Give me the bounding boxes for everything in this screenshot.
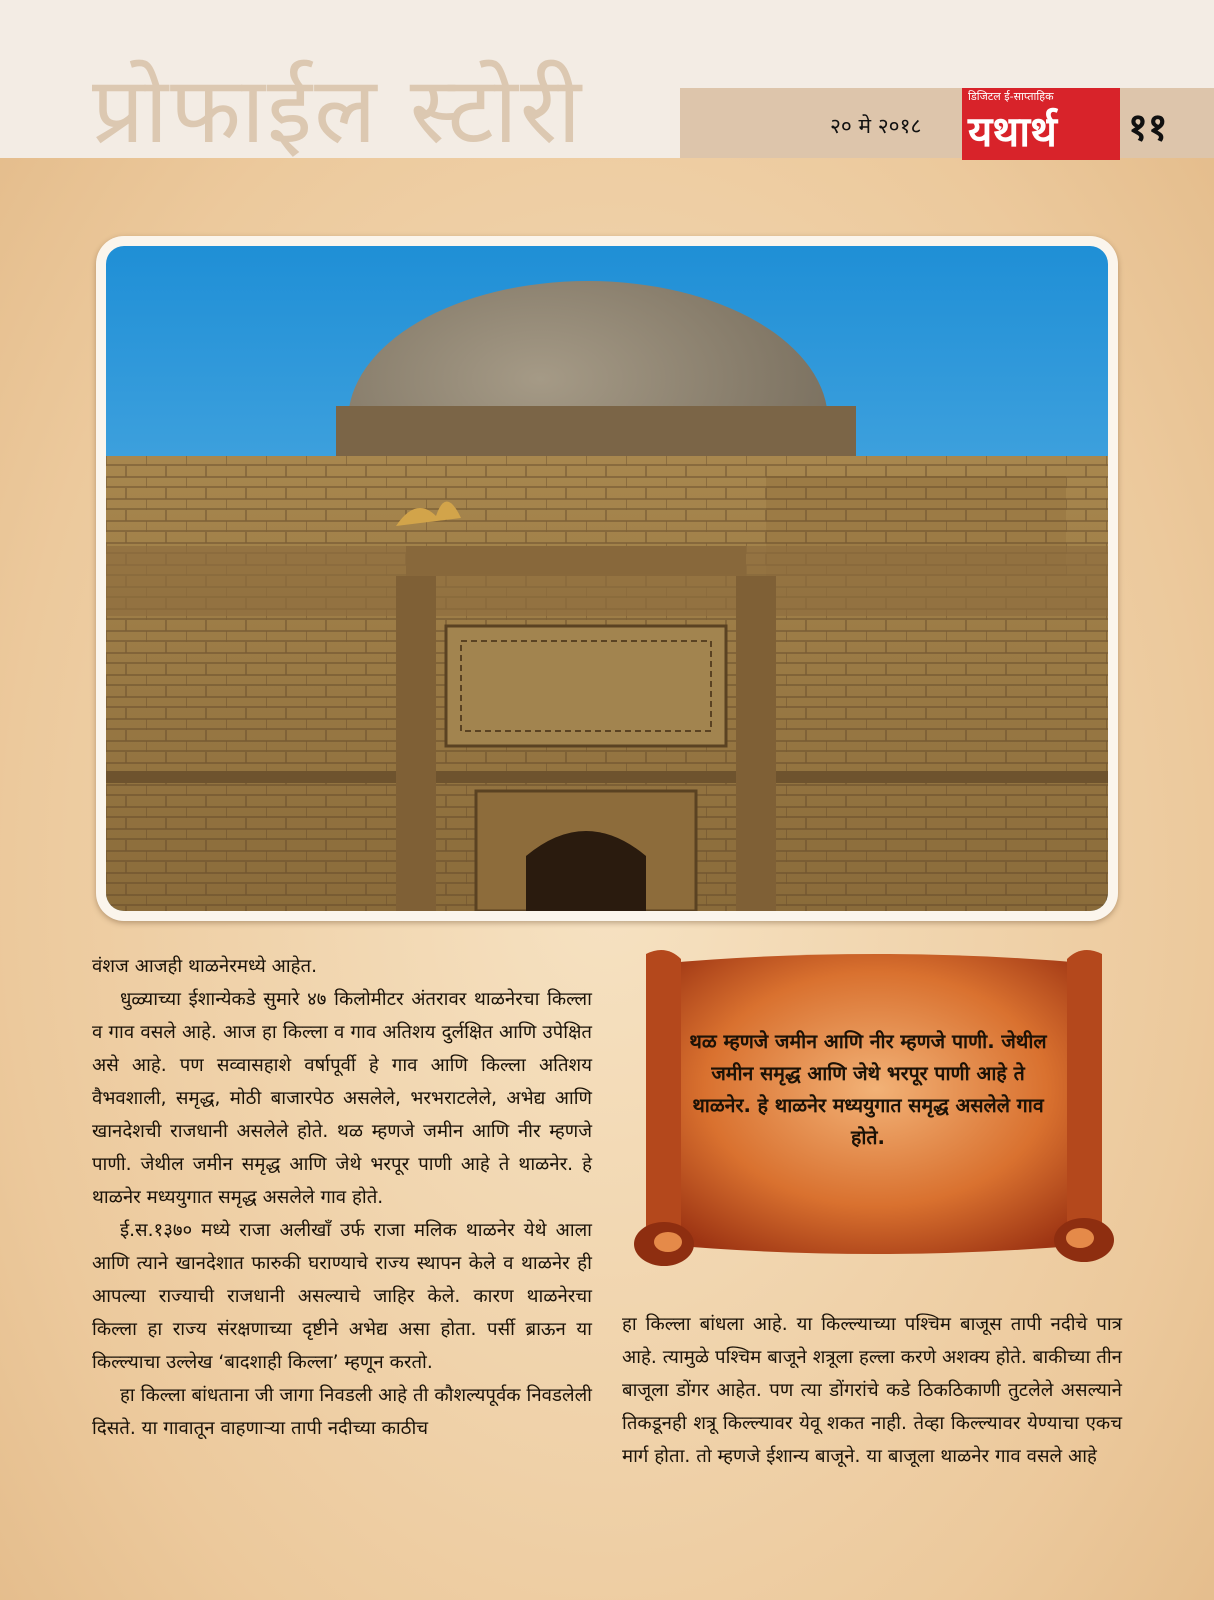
issue-date: २० मे २०१८ xyxy=(830,114,922,138)
logo-name: यथार्थ xyxy=(968,107,1057,156)
article-paragraph: वंशज आजही थाळनेरमध्ये आहेत. xyxy=(92,956,318,977)
pull-quote: थळ म्हणजे जमीन आणि नीर म्हणजे पाणी. जेथील जमीन समृद्ध आणि जेथे भरपूर पाणी आहे ते थाळनेर. हे थाळनेर मध्ययुगात समृद्ध असलेले गाव होते. xyxy=(689,1030,1047,1149)
logo-tagline: डिजिटल ई-साप्ताहिक xyxy=(968,90,1054,103)
article-paragraph: ई.स.१३७० मध्ये राजा अलीखाँ उर्फ राजा मलिक थाळनेर येथे आला आणि त्याने खानदेशात फारुकी घराण्याचे राज्य स्थापन केले व थाळनेर ही आपल्या राज्याची राजधानी असल्याचे जाहिर केले. कारण थाळनेरचा किल्ला हा राज्य संरक्षणाच्या दृष्टीने अभेद्य असा होता. पर्सी ब्राऊन या किल्ल्याचा उल्लेख ‘बादशाही किल्ला’ म्हणून करतो. xyxy=(92,1220,592,1373)
magazine-logo xyxy=(962,88,1120,160)
article-paragraph: हा किल्ला बांधला आहे. या किल्ल्याच्या पश्चिम बाजूस तापी नदीचे पात्र आहे. त्यामुळे पश्चिम बाजूने शत्रूला हल्ला करणे अशक्य होते. बाकीच्या तीन बाजूला डोंगर आहेत. पण त्या डोंगरांचे कडे ठिकठिकाणी तुटलेले असल्याने तिकडूनही शत्रू किल्ल्यावर येवू शकत नाही. तेव्हा किल्ल्यावर येण्याचा एकच मार्ग होता. तो म्हणजे ईशान्य बाजूने. या बाजूला थाळनेर गाव वसले आहे xyxy=(622,1314,1122,1467)
article-column-right xyxy=(622,1308,1122,1473)
article-paragraph: हा किल्ला बांधताना जी जागा निवडली आहे ती कौशल्यपूर्वक निवडलेली दिसते. या गावातून वाहणाऱ्या तापी नदीच्या काठीच xyxy=(92,1385,592,1439)
section-title: प्रोफाईल स्टोरी xyxy=(92,57,584,164)
page-number: ११ xyxy=(1128,105,1168,149)
article-column-left xyxy=(92,950,592,1445)
fort-photo xyxy=(106,246,1108,911)
article-paragraph: धुळ्याच्या ईशान्येकडे सुमारे ४७ किलोमीटर अंतरावर थाळनेरचा किल्ला व गाव वसले आहे. आज हा किल्ला व गाव अतिशय दुर्लक्षित आणि उपेक्षित असे आहे. पण सव्वासहाशे वर्षापूर्वी हे गाव आणि किल्ला अतिशय वैभवशाली, समृद्ध, मोठी बाजारपेठ असलेले, भरभराटलेले, अभेद्य आणि खानदेशची राजधानी असलेले होते. थळ म्हणजे जमीन आणि नीर म्हणजे पाणी. जेथील जमीन समृद्ध आणि जेथे भरपूर पाणी आहे ते थाळनेर. हे थाळनेर मध्ययुगात समृद्ध असलेले गाव होते. xyxy=(92,989,592,1208)
